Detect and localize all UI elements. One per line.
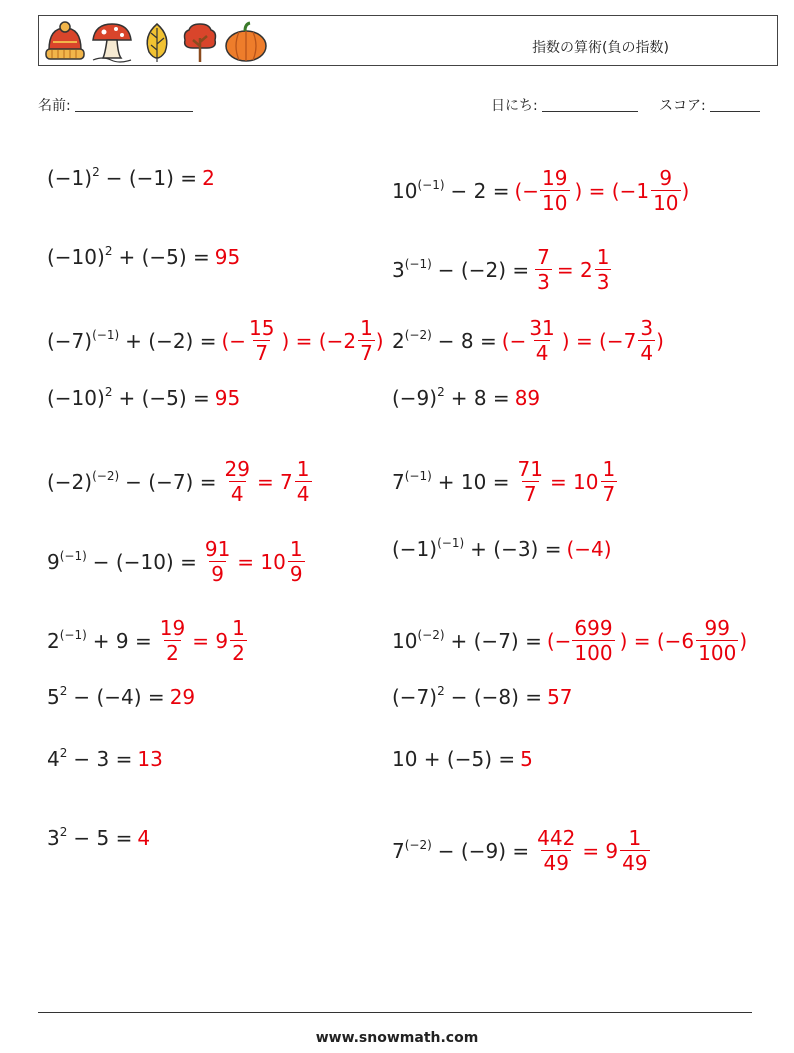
answer-mixed-prefix: = 9 — [582, 838, 619, 863]
problem-row — [392, 536, 612, 561]
answer-fraction — [601, 459, 618, 504]
problem-operation: − (−10) = — [92, 549, 197, 574]
fraction-numerator: 7 — [537, 245, 550, 269]
problem-expression — [392, 468, 510, 494]
answer-value: 95 — [214, 245, 241, 269]
answer-paren-close: ) — [681, 178, 690, 203]
problem-exponent: (−1) — [437, 536, 465, 550]
problem-exponent: (−2) — [404, 837, 432, 852]
fraction-denominator: 49 — [622, 851, 648, 875]
problem-operation: + (−5) = — [118, 386, 210, 410]
problem-row — [392, 828, 651, 873]
problem-expression — [47, 468, 217, 494]
problem-row — [47, 618, 248, 663]
fraction-denominator: 7 — [360, 341, 373, 365]
problem-exponent: 2 — [92, 165, 100, 179]
problem-expression — [47, 825, 133, 850]
problem-base: 5 — [47, 685, 60, 709]
fraction-numerator: 15 — [249, 316, 275, 340]
problem-expression — [392, 536, 562, 561]
fraction-denominator: 7 — [523, 482, 537, 506]
answer-paren-open: (− — [221, 328, 247, 353]
problem-operation: − 3 = — [73, 747, 133, 771]
icon-strip — [43, 19, 269, 65]
fraction-denominator: 2 — [232, 641, 245, 665]
problem-operation: + 10 = — [437, 469, 510, 494]
worksheet-header — [38, 15, 778, 66]
fraction-denominator: 7 — [602, 482, 616, 506]
problem-exponent: 2 — [437, 684, 445, 698]
answer-mixed-prefix: = 7 — [256, 469, 293, 494]
fraction-denominator: 100 — [574, 641, 613, 665]
fraction-numerator: 9 — [659, 166, 673, 190]
problem-expression — [47, 684, 165, 709]
problem-base: 3 — [47, 826, 60, 850]
fraction-denominator: 3 — [537, 270, 550, 294]
problem-operation: + 9 = — [92, 628, 152, 653]
fraction-numerator: 71 — [517, 457, 543, 481]
problem-base: 10 — [392, 178, 418, 203]
problem-row — [392, 318, 664, 363]
fraction-numerator: 3 — [640, 316, 654, 340]
problem-base: (−7) — [392, 685, 438, 709]
problem-operation: − 8 = — [437, 328, 497, 353]
problem-operation: + (−7) = — [450, 628, 542, 653]
answer-paren-close: ) — [739, 628, 748, 653]
problem-operation: − (−8) = — [450, 685, 543, 709]
fraction-denominator: 4 — [640, 341, 654, 365]
fraction-denominator: 10 — [542, 191, 568, 215]
problem-row — [392, 618, 747, 663]
answer-value: 95 — [214, 386, 241, 410]
answer-value: 2 — [202, 166, 215, 190]
problem-operation: + (−2) = — [125, 328, 217, 353]
problem-expression — [47, 627, 152, 653]
answer-mixed-prefix: = 10 — [549, 469, 599, 494]
fraction-numerator: 1 — [232, 616, 245, 640]
problem-row — [392, 749, 533, 769]
answer-value: 13 — [137, 747, 163, 771]
problem-operation: + 8 = — [450, 386, 510, 410]
answer-paren-open: (− — [546, 628, 572, 653]
problem-operation: − 5 = — [73, 826, 133, 850]
fraction-denominator: 9 — [211, 562, 224, 586]
problem-expression — [392, 749, 515, 769]
fraction-denominator: 3 — [596, 270, 610, 294]
answer-fraction — [527, 318, 556, 363]
problem-row — [47, 318, 384, 363]
answer-paren-close: ) — [656, 328, 664, 353]
score-field[interactable] — [659, 95, 760, 115]
problem-expression — [392, 177, 510, 203]
problem-operation: − (−7) = — [125, 469, 217, 494]
problem-base: (−10) — [47, 245, 105, 269]
problem-expression — [47, 548, 197, 574]
problem-operation: − (−1) = — [105, 166, 198, 190]
fraction-numerator: 19 — [159, 616, 186, 640]
answer-paren-close: ) — [375, 328, 384, 353]
fraction-denominator: 10 — [653, 191, 679, 215]
answer-mixed-prefix: ) = (−1 — [574, 178, 650, 203]
problem-row — [47, 165, 215, 190]
answer-fraction — [535, 828, 577, 873]
problem-expression — [392, 327, 497, 353]
date-field[interactable] — [491, 95, 638, 115]
problem-expression — [47, 165, 198, 190]
fraction-denominator: 49 — [543, 851, 569, 875]
problem-base: 7 — [392, 838, 405, 863]
fraction-numerator: 31 — [529, 316, 555, 340]
problem-expression — [47, 244, 210, 269]
fraction-denominator: 100 — [698, 641, 737, 665]
problem-operation: + (−5) = — [118, 245, 210, 269]
answer-mixed-prefix: ) = (−6 — [619, 628, 695, 653]
problem-exponent: 2 — [104, 244, 113, 258]
problem-base: 7 — [392, 469, 405, 494]
problem-base: 3 — [392, 257, 405, 282]
answer-fraction — [158, 618, 187, 663]
tree-icon — [179, 20, 221, 64]
problem-operation: − (−2) = — [437, 257, 530, 282]
answer-fraction — [651, 168, 680, 213]
worksheet-title: 指数の算術(負の指数) — [532, 40, 669, 56]
problem-exponent: 2 — [59, 825, 68, 839]
answer-value: 29 — [169, 685, 196, 709]
problem-expression — [392, 837, 530, 863]
problem-row — [392, 684, 573, 709]
problem-expression — [392, 684, 543, 709]
fraction-denominator: 9 — [289, 562, 303, 586]
problem-row — [392, 168, 689, 213]
answer-fraction — [247, 318, 276, 363]
fraction-numerator: 1 — [628, 826, 642, 850]
answer-fraction — [295, 459, 312, 504]
problem-expression — [392, 256, 530, 282]
problem-base: (−10) — [47, 386, 105, 410]
problem-exponent: (−2) — [404, 327, 432, 342]
fraction-denominator: 4 — [230, 482, 244, 506]
problem-base: (−2) — [47, 469, 93, 494]
fraction-numerator: 1 — [360, 316, 373, 340]
problem-row — [392, 459, 618, 504]
answer-fraction — [572, 618, 614, 663]
fraction-numerator: 699 — [574, 616, 613, 640]
problem-base: 2 — [47, 628, 60, 653]
problem-row — [392, 385, 541, 410]
fraction-denominator: 4 — [296, 482, 310, 506]
answer-fraction — [540, 168, 569, 213]
answer-mixed-prefix: ) = (−7 — [561, 328, 637, 353]
fraction-denominator: 2 — [166, 641, 179, 665]
problem-row — [47, 459, 313, 504]
problem-exponent: (−1) — [404, 256, 432, 271]
problem-row — [392, 247, 612, 292]
problem-row — [47, 825, 151, 850]
answer-fraction — [288, 539, 305, 584]
answer-mixed-prefix: = 10 — [237, 549, 286, 574]
problem-expression — [47, 746, 133, 771]
answer-value: 5 — [520, 747, 533, 771]
fraction-numerator: 19 — [542, 166, 568, 190]
answer-fraction — [535, 247, 552, 292]
fraction-numerator: 1 — [596, 245, 610, 269]
date-blank[interactable] — [542, 97, 638, 112]
name-label: 名前: — [38, 98, 71, 114]
fraction-denominator: 7 — [255, 341, 269, 365]
problem-exponent: (−2) — [417, 627, 445, 642]
problem-exponent: 2 — [59, 746, 68, 760]
problem-expression — [392, 627, 542, 653]
fraction-numerator: 1 — [602, 457, 616, 481]
answer-fraction — [595, 247, 612, 292]
problem-exponent: 2 — [59, 684, 68, 698]
fraction-numerator: 29 — [224, 457, 250, 481]
pumpkin-icon — [223, 20, 269, 64]
problem-row — [47, 684, 196, 709]
answer-mixed-prefix: = 9 — [192, 628, 229, 653]
answer-value: (−4) — [566, 537, 612, 561]
fraction-numerator: 99 — [704, 616, 730, 640]
mushroom-icon — [89, 20, 135, 64]
problem-operation: − 2 = — [450, 178, 510, 203]
answer-paren-open: (− — [501, 328, 527, 353]
fraction-numerator: 1 — [289, 537, 303, 561]
problem-base: 10 — [392, 628, 418, 653]
problem-base: 4 — [47, 747, 60, 771]
score-blank[interactable] — [710, 97, 760, 112]
answer-fraction — [358, 318, 375, 363]
problem-exponent: (−1) — [417, 177, 445, 192]
answer-value: 89 — [514, 386, 541, 410]
problem-row — [47, 244, 241, 269]
date-label: 日にち: — [491, 98, 538, 114]
fraction-numerator: 442 — [537, 826, 576, 850]
problem-expression — [47, 385, 210, 410]
fraction-numerator: 91 — [204, 537, 231, 561]
problem-exponent: (−2) — [92, 468, 120, 483]
problem-exponent: (−1) — [59, 627, 87, 642]
answer-fraction — [222, 459, 251, 504]
problem-operation: − (−9) = — [437, 838, 530, 863]
hat-icon — [43, 20, 87, 64]
name-field[interactable] — [38, 95, 193, 115]
fraction-numerator: 1 — [296, 457, 310, 481]
fraction-denominator: 4 — [535, 341, 549, 365]
problem-exponent: (−1) — [59, 548, 87, 563]
problem-operation: − (−4) = — [73, 685, 165, 709]
answer-fraction — [696, 618, 738, 663]
answer-mixed-prefix: = 2 — [556, 257, 593, 282]
score-label: スコア: — [659, 98, 706, 114]
problem-base: 2 — [392, 328, 405, 353]
problem-base: (−1) — [47, 166, 93, 190]
problem-base: 9 — [47, 549, 60, 574]
problem-operation: 10 + (−5) = — [392, 747, 516, 771]
problem-base: (−9) — [392, 386, 438, 410]
answer-fraction — [638, 318, 655, 363]
problem-exponent: (−1) — [92, 327, 120, 342]
problem-row — [47, 746, 163, 771]
problem-row — [47, 385, 241, 410]
problem-base: (−1) — [392, 537, 438, 561]
answer-mixed-prefix: ) = (−2 — [281, 328, 357, 353]
leaf-icon — [137, 20, 177, 64]
problem-operation: + (−3) = — [470, 537, 562, 561]
answer-value: 57 — [547, 685, 573, 709]
answer-value: 4 — [137, 826, 151, 850]
footer-url: www.snowmath.com — [315, 1030, 479, 1046]
problem-exponent: (−1) — [404, 468, 432, 483]
answer-fraction — [230, 618, 247, 663]
problem-row — [47, 539, 306, 584]
problem-base: (−7) — [47, 328, 93, 353]
answer-fraction — [203, 539, 232, 584]
answer-fraction — [515, 459, 544, 504]
problem-exponent: 2 — [437, 385, 445, 399]
problem-exponent: 2 — [104, 385, 113, 399]
problem-expression — [392, 385, 510, 410]
answer-paren-open: (− — [514, 178, 540, 203]
footer-divider — [38, 1012, 752, 1013]
name-blank[interactable] — [75, 97, 193, 112]
answer-fraction — [620, 828, 649, 873]
problem-expression — [47, 327, 217, 353]
